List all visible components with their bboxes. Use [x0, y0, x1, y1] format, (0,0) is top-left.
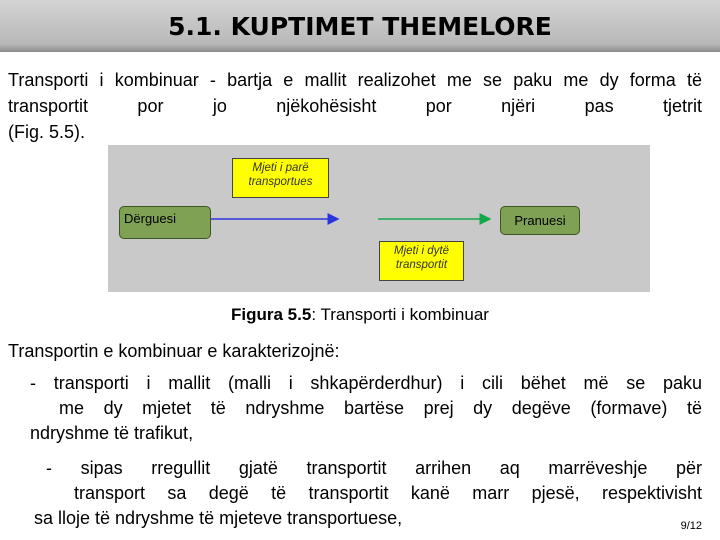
sender-node	[119, 206, 211, 239]
bullet-1-line-3: ndryshme të trafikut,	[30, 423, 194, 443]
caption-label: Figura 5.5	[231, 305, 312, 324]
intro-line-1: Transporti i kombinuar - bartja e mallit realizohet me se paku me dy forma të	[8, 70, 702, 90]
intro-line-2: transportit por jo njëkohësisht por njëri pas tjetrit	[8, 96, 702, 116]
page-total: 12	[689, 520, 702, 532]
bullet-1-line-2: me dy mjetet të ndryshme bartëse prej dy degëve (formave) të	[59, 398, 702, 418]
page-current: 9	[680, 520, 687, 532]
bullet-2-line-1: - sipas rregullit gjatë transportit arrihen aq marrëveshje për	[46, 458, 702, 478]
figure-caption	[0, 305, 720, 325]
bullet-1-line-1: - transporti i mallit (malli i shkapërderdhur) i cili bëhet më se paku	[30, 373, 702, 393]
title-bar	[0, 0, 720, 52]
bullet-2-line-3: sa lloje të ndryshme të mjeteve transportuese,	[34, 508, 403, 528]
bullet-2-line-2: transport sa degë të transportit kanë marr pjesë, respektivisht	[74, 483, 702, 503]
first-vehicle-label: Mjeti i parë transportues	[232, 158, 329, 198]
caption-text: : Transporti i kombinuar	[311, 305, 489, 324]
bullet-item-1	[30, 371, 702, 446]
combined-transport-diagram	[108, 145, 650, 292]
intro-paragraph	[8, 67, 702, 145]
sender-label: Dërguesi	[124, 211, 177, 226]
second-vehicle-label: Mjeti i dytë transportit	[379, 241, 464, 281]
section-heading: Transportin e kombinuar e karakterizojnë:	[8, 341, 340, 361]
page-title: 5.1. KUPTIMET THEMELORE	[168, 11, 552, 41]
bullet-item-2	[34, 456, 702, 531]
intro-line-3: (Fig. 5.5).	[8, 122, 86, 142]
page-number: 9/12	[680, 520, 702, 532]
receiver-label: Pranuesi	[514, 213, 566, 228]
receiver-node	[500, 206, 580, 235]
